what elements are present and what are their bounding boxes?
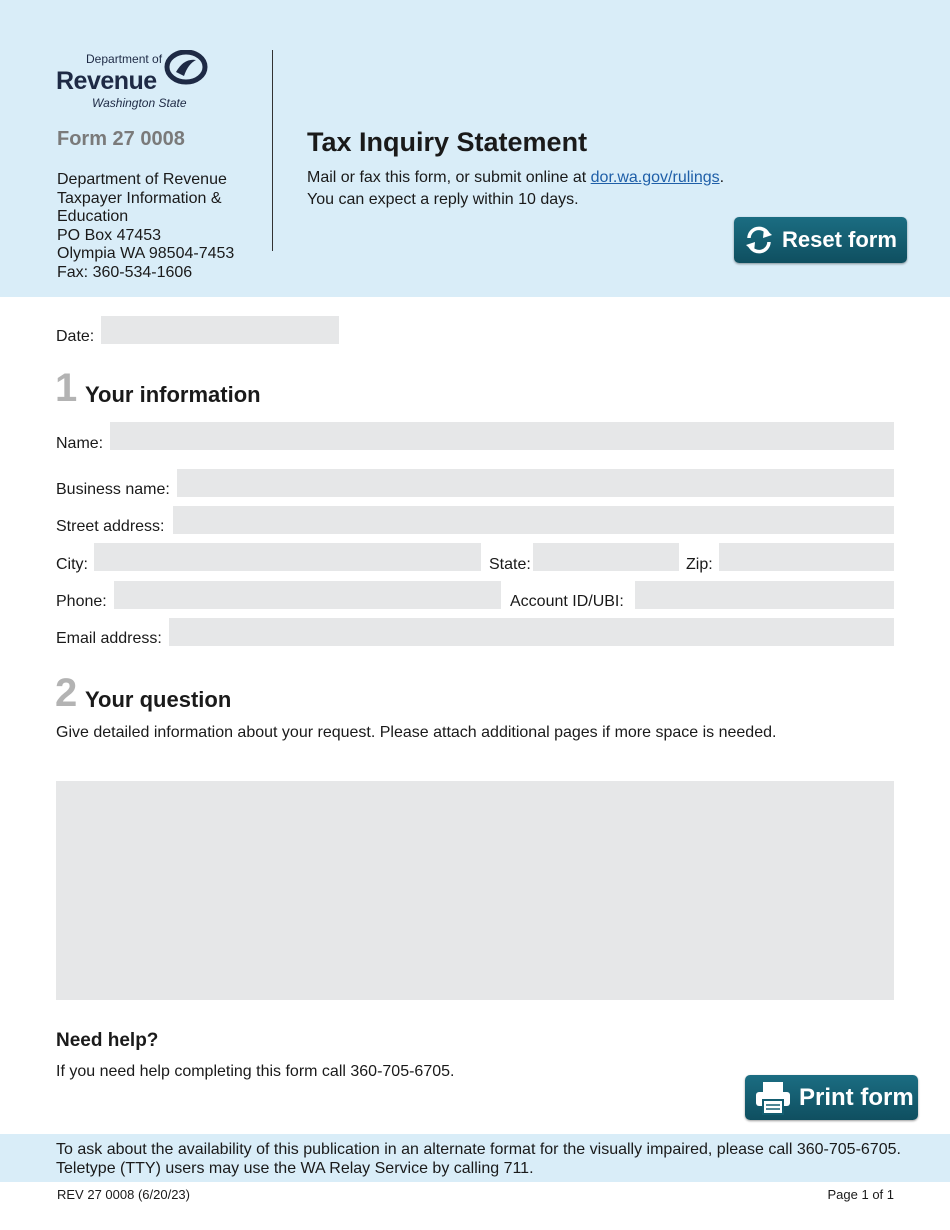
header-divider <box>272 50 273 251</box>
section-2-title: Your question <box>85 687 232 712</box>
address-line: Education <box>57 208 129 225</box>
question-instructions: Give detailed information about your request. Please attach additional pages if more space is needed. <box>56 724 777 741</box>
name-input[interactable] <box>110 422 894 450</box>
reset-icon <box>742 223 776 257</box>
revision-number: REV 27 0008 (6/20/23) <box>57 1187 190 1202</box>
city-label: City: <box>56 556 88 573</box>
logo-line-1: Department of <box>86 52 163 66</box>
section-1-number: 1 <box>55 366 78 410</box>
intro-text <box>307 167 724 211</box>
page-number: Page 1 of 1 <box>827 1187 894 1202</box>
phone-label: Phone: <box>56 593 107 610</box>
business-name-label: Business name: <box>56 481 170 498</box>
section-2-number: 2 <box>55 671 78 715</box>
help-title: Need help? <box>56 1030 159 1051</box>
page-title: Tax Inquiry Statement <box>307 127 588 157</box>
address-line: Department of Revenue <box>57 171 227 188</box>
date-input[interactable] <box>101 316 339 344</box>
dor-logo <box>56 50 216 112</box>
logo-line-3: Washington State <box>92 96 187 110</box>
name-label: Name: <box>56 435 104 452</box>
state-input[interactable] <box>533 543 679 571</box>
reply-text: You can expect a reply within 10 days. <box>307 191 579 208</box>
street-address-input[interactable] <box>173 506 894 534</box>
phone-input[interactable] <box>114 581 501 609</box>
address-line: Taxpayer Information & <box>57 189 222 207</box>
reset-form-button[interactable] <box>734 217 907 263</box>
account-id-input[interactable] <box>635 581 894 609</box>
logo-swoosh-icon <box>164 50 208 86</box>
account-id-label: Account ID/UBI: <box>510 593 624 610</box>
street-address-label: Street address: <box>56 518 165 535</box>
address-line: Olympia WA 98504-7453 <box>57 245 235 262</box>
address-line: PO Box 47453 <box>57 226 162 244</box>
email-input[interactable] <box>169 618 894 646</box>
printer-icon <box>753 1080 793 1116</box>
zip-input[interactable] <box>719 543 894 571</box>
city-input[interactable] <box>94 543 481 571</box>
rulings-link[interactable]: dor.wa.gov/rulings <box>590 169 720 186</box>
help-text: If you need help completing this form call 360-705-6705. <box>56 1063 455 1080</box>
date-label: Date: <box>56 328 95 345</box>
state-label: State: <box>489 556 531 573</box>
section-1-title: Your information <box>85 382 261 407</box>
print-form-button[interactable] <box>745 1075 918 1120</box>
mailing-address <box>57 171 267 282</box>
business-name-input[interactable] <box>177 469 894 497</box>
reset-label: Reset form <box>782 227 897 252</box>
intro-line: Mail or fax this form, or submit online at <box>307 169 591 186</box>
question-textarea[interactable] <box>56 781 894 1000</box>
zip-label: Zip: <box>686 556 713 573</box>
address-line: Fax: 360-534-1606 <box>57 263 193 281</box>
print-label: Print form <box>799 1083 914 1111</box>
form-number: Form 27 0008 <box>57 128 185 150</box>
logo-line-2: Revenue <box>56 67 157 95</box>
email-label: Email address: <box>56 630 162 647</box>
intro-period: . <box>719 169 725 186</box>
accessibility-band <box>0 1134 950 1182</box>
accessibility-text: To ask about the availability of this publication in an alternate format for the visually impaired, please call 360-705-6705. Teletype (TTY) users may use the WA Relay Service by calling 711. <box>56 1141 901 1177</box>
